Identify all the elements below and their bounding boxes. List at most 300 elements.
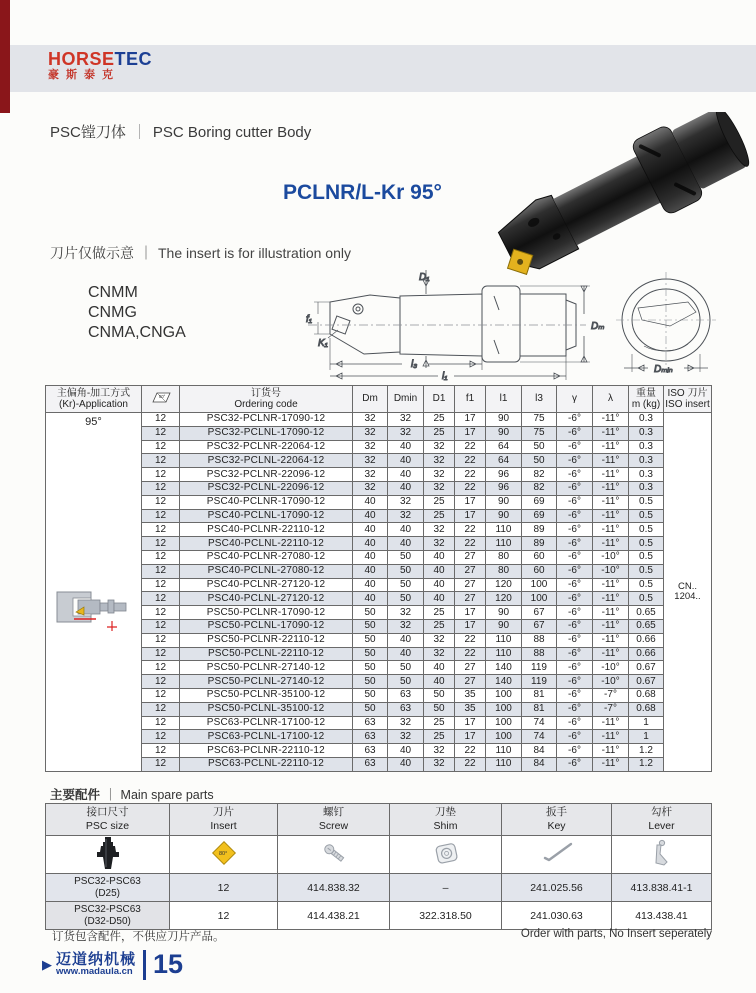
shim-icon [390,836,502,874]
psc-size-cell: PSC32-PSC63 (D25) [46,874,170,902]
value-cell: 110 [486,633,522,647]
col-l1: l1 [486,386,522,413]
value-cell: -6° [557,564,593,578]
value-cell: 64 [486,454,522,468]
value-cell: 0.5 [629,537,664,551]
value-cell: 82 [522,481,557,495]
spare-value-cell: 241.025.56 [502,874,612,902]
insert-disclaimer-en: The insert is for illustration only [158,245,351,261]
table-row [46,426,712,440]
col-insert-icon [142,386,180,413]
spare-parts-title [50,785,214,803]
value-cell: 40 [424,578,455,592]
value-cell: -6° [557,675,593,689]
value-cell: 90 [486,509,522,523]
insert-disclaimer-zh: 刀片仅做示意 [50,245,134,261]
table-row [46,413,712,427]
value-cell: 50 [388,564,424,578]
value-cell: 60 [522,564,557,578]
value-cell: -6° [557,744,593,758]
value-cell: 40 [353,578,388,592]
value-cell: 32 [388,730,424,744]
value-cell: 50 [353,619,388,633]
col-ordering-code: 订货号 Ordering code [180,386,353,413]
value-cell: 22 [455,523,486,537]
key-icon [502,836,612,874]
value-cell: 40 [353,509,388,523]
product-table [45,385,712,772]
value-cell: -11° [593,716,629,730]
lever-icon [612,836,712,874]
col-iso-insert: ISO 刀片 ISO insert [664,386,712,413]
col-application: 主偏角-加工方式 (Kr)-Application [46,386,142,413]
value-cell: -10° [593,675,629,689]
value-cell: 32 [353,413,388,427]
value-cell: 32 [353,454,388,468]
value-cell: 0.5 [629,592,664,606]
ordering-code-cell: PSC63-PCLNR-17100-12 [180,716,353,730]
value-cell: 22 [455,454,486,468]
page-title-zh: PSC镗刀体 [50,124,126,141]
ordering-code-cell: PSC50-PCLNL-17090-12 [180,619,353,633]
value-cell: 32 [388,426,424,440]
spare-value-cell: – [390,874,502,902]
value-cell: 140 [486,675,522,689]
value-cell: 100 [522,592,557,606]
ordering-code-cell: PSC50-PCLNR-22110-12 [180,633,353,647]
svg-text:80°: 80° [158,393,165,399]
svg-text:80°: 80° [218,851,227,857]
value-cell: -6° [557,413,593,427]
value-cell: -6° [557,468,593,482]
value-cell: 40 [353,550,388,564]
ordering-code-cell: PSC32-PCLNR-22096-12 [180,468,353,482]
value-cell: -11° [593,509,629,523]
ordering-code-cell: PSC40-PCLNL-17090-12 [180,509,353,523]
value-cell: 32 [388,413,424,427]
value-cell: 12 [142,675,180,689]
value-cell: 32 [424,744,455,758]
col-f1: f1 [455,386,486,413]
value-cell: 40 [353,564,388,578]
col-shim: 刀垫 Shim [390,804,502,836]
brand-logo [48,50,152,81]
value-cell: 12 [142,661,180,675]
ordering-code-cell: PSC50-PCLNL-35100-12 [180,702,353,716]
value-cell: -11° [593,744,629,758]
value-cell: 17 [455,495,486,509]
value-cell: 25 [424,426,455,440]
value-cell: 0.5 [629,564,664,578]
psc-size-cell: PSC32-PSC63 (D32-D50) [46,902,170,930]
col-screw: 螺钉 Screw [278,804,390,836]
table-row [46,481,712,495]
value-cell: 32 [424,537,455,551]
table-row [46,523,712,537]
value-cell: 0.3 [629,426,664,440]
value-cell: 12 [142,757,180,771]
value-cell: 12 [142,606,180,620]
ordering-code-cell: PSC32-PCLNL-22096-12 [180,481,353,495]
value-cell: 64 [486,440,522,454]
col-dm: Dm [353,386,388,413]
value-cell: 12 [142,495,180,509]
value-cell: 67 [522,606,557,620]
spare-value-cell: 413.838.41-1 [612,874,712,902]
machining-direction-icon [54,583,134,635]
value-cell: 50 [353,647,388,661]
table-row [46,744,712,758]
value-cell: 63 [353,744,388,758]
page-title-en: PSC Boring cutter Body [152,124,312,141]
value-cell: 0.5 [629,509,664,523]
value-cell: 50 [353,661,388,675]
value-cell: 12 [142,523,180,537]
value-cell: 90 [486,495,522,509]
value-cell: 12 [142,716,180,730]
value-cell: 40 [388,757,424,771]
value-cell: 40 [424,592,455,606]
value-cell: -10° [593,550,629,564]
value-cell: 25 [424,413,455,427]
value-cell: 50 [353,633,388,647]
value-cell: 0.67 [629,661,664,675]
table-row [46,633,712,647]
logo-red-part: HORSE [48,49,115,69]
value-cell: -11° [593,481,629,495]
value-cell: 32 [388,606,424,620]
spare-row [46,902,712,930]
value-cell: 0.3 [629,440,664,454]
value-cell: 63 [353,757,388,771]
value-cell: 32 [388,509,424,523]
insert-icon [170,836,278,874]
table-row [46,716,712,730]
value-cell: -11° [593,619,629,633]
table-row [46,702,712,716]
value-cell: 12 [142,564,180,578]
value-cell: 32 [424,647,455,661]
col-weight: 重量 m (kg) [629,386,664,413]
value-cell: 12 [142,578,180,592]
table-row [46,454,712,468]
table-row [46,440,712,454]
spare-value-cell: 241.030.63 [502,902,612,930]
value-cell: -11° [593,757,629,771]
value-cell: 140 [486,661,522,675]
footer-arrow-icon: ▶ [42,956,52,972]
value-cell: 40 [388,537,424,551]
table-row [46,647,712,661]
value-cell: 32 [353,468,388,482]
value-cell: 50 [353,702,388,716]
insert-disclaimer [50,243,351,263]
value-cell: 110 [486,647,522,661]
ordering-code-cell: PSC40-PCLNR-17090-12 [180,495,353,509]
value-cell: 80 [486,550,522,564]
table-row [46,468,712,482]
value-cell: 0.5 [629,523,664,537]
value-cell: -6° [557,619,593,633]
value-cell: 90 [486,606,522,620]
application-angle: 95° [85,416,102,428]
title-separator: ｜ [131,124,147,141]
value-cell: 32 [424,468,455,482]
spare-value-cell: 414.838.32 [278,874,390,902]
value-cell: 120 [486,578,522,592]
value-cell: 17 [455,413,486,427]
value-cell: 40 [424,675,455,689]
value-cell: -11° [593,633,629,647]
value-cell: -6° [557,509,593,523]
table-row [46,592,712,606]
ordering-code-cell: PSC63-PCLNR-22110-12 [180,744,353,758]
value-cell: 22 [455,757,486,771]
value-cell: 50 [353,606,388,620]
spare-title-en: Main spare parts [120,788,214,802]
value-cell: 22 [455,440,486,454]
value-cell: 0.68 [629,688,664,702]
ordering-code-cell: PSC40-PCLNL-27080-12 [180,564,353,578]
footer-url: www.madaula.cn [56,966,133,978]
order-note-zh: 订货包含配件，不供应刀片产品。 [52,931,225,943]
value-cell: 32 [388,495,424,509]
value-cell: 12 [142,619,180,633]
value-cell: 0.5 [629,578,664,592]
value-cell: 60 [522,550,557,564]
ordering-code-cell: PSC40-PCLNR-27120-12 [180,578,353,592]
col-d1: D1 [424,386,455,413]
value-cell: -11° [593,468,629,482]
ordering-code-cell: PSC63-PCLNL-22110-12 [180,757,353,771]
insert-type: CNMA,CNGA [88,324,186,341]
value-cell: -6° [557,592,593,606]
value-cell: 22 [455,647,486,661]
value-cell: 50 [388,675,424,689]
value-cell: 67 [522,619,557,633]
value-cell: 0.68 [629,702,664,716]
value-cell: 0.65 [629,606,664,620]
value-cell: 32 [424,454,455,468]
value-cell: 100 [522,578,557,592]
ordering-code-cell: PSC63-PCLNL-17100-12 [180,730,353,744]
value-cell: 40 [424,550,455,564]
value-cell: -6° [557,481,593,495]
value-cell: 17 [455,426,486,440]
value-cell: 90 [486,413,522,427]
value-cell: -11° [593,440,629,454]
value-cell: 40 [388,481,424,495]
value-cell: 50 [388,592,424,606]
value-cell: 80 [486,564,522,578]
value-cell: 69 [522,509,557,523]
value-cell: -6° [557,606,593,620]
value-cell: 12 [142,744,180,758]
value-cell: 12 [142,702,180,716]
table-row [46,537,712,551]
value-cell: -11° [593,592,629,606]
dimension-diagram [268,268,742,382]
value-cell: -11° [593,730,629,744]
value-cell: -6° [557,440,593,454]
value-cell: 27 [455,578,486,592]
value-cell: 40 [353,537,388,551]
dim-label-dm: Dₘ [591,321,605,332]
value-cell: 12 [142,688,180,702]
value-cell: 17 [455,509,486,523]
table-row [46,509,712,523]
page-number: 15 [153,949,184,979]
value-cell: 50 [388,550,424,564]
ordering-code-cell: PSC32-PCLNR-17090-12 [180,413,353,427]
value-cell: 0.67 [629,675,664,689]
value-cell: 89 [522,523,557,537]
value-cell: 100 [486,688,522,702]
psc-size-icon [46,836,170,874]
value-cell: 12 [142,413,180,427]
value-cell: 40 [388,468,424,482]
value-cell: 27 [455,675,486,689]
value-cell: 100 [486,730,522,744]
ordering-code-cell: PSC50-PCLNL-27140-12 [180,675,353,689]
value-cell: 74 [522,716,557,730]
value-cell: -6° [557,647,593,661]
value-cell: 1 [629,716,664,730]
table-row [46,757,712,771]
value-cell: 0.5 [629,495,664,509]
value-cell: 0.65 [629,619,664,633]
ordering-code-cell: PSC32-PCLNL-17090-12 [180,426,353,440]
col-dmin: Dmin [388,386,424,413]
footer-company [56,952,136,978]
value-cell: 27 [455,592,486,606]
logo-chinese: 豪斯泰克 [48,68,120,81]
value-cell: -6° [557,426,593,440]
value-cell: 12 [142,468,180,482]
value-cell: 100 [486,702,522,716]
value-cell: 25 [424,730,455,744]
value-cell: 110 [486,744,522,758]
table-header-row [46,386,712,413]
col-insert: 刀片 Insert [170,804,278,836]
table-row [46,564,712,578]
value-cell: -6° [557,716,593,730]
value-cell: 27 [455,661,486,675]
value-cell: -11° [593,606,629,620]
value-cell: 40 [388,523,424,537]
value-cell: 12 [142,481,180,495]
value-cell: 12 [142,592,180,606]
left-accent-bar [0,0,10,113]
value-cell: 12 [142,426,180,440]
col-lambda: λ [593,386,629,413]
value-cell: -7° [593,688,629,702]
value-cell: 17 [455,730,486,744]
value-cell: 40 [424,564,455,578]
table-row [46,495,712,509]
value-cell: 50 [424,702,455,716]
value-cell: 50 [424,688,455,702]
order-notes [52,928,712,944]
table-row [46,606,712,620]
ordering-code-cell: PSC50-PCLNR-27140-12 [180,661,353,675]
value-cell: -10° [593,564,629,578]
value-cell: 100 [486,716,522,730]
value-cell: -11° [593,537,629,551]
value-cell: 81 [522,688,557,702]
spare-row [46,874,712,902]
insert-shape-icon [149,389,173,406]
footer-company-name: 迈道纳机械 [56,950,137,968]
value-cell: -11° [593,454,629,468]
spare-title-zh: 主要配件 [50,788,101,802]
value-cell: 40 [388,647,424,661]
value-cell: 32 [388,619,424,633]
value-cell: 22 [455,481,486,495]
spare-header-row [46,804,712,836]
insert-type-list [88,283,186,343]
value-cell: -6° [557,633,593,647]
spare-icon-row [46,836,712,874]
value-cell: 50 [522,454,557,468]
table-row [46,550,712,564]
value-cell: 89 [522,537,557,551]
value-cell: 12 [142,647,180,661]
value-cell: 84 [522,757,557,771]
value-cell: 88 [522,647,557,661]
value-cell: 84 [522,744,557,758]
value-cell: 63 [388,702,424,716]
table-row [46,688,712,702]
value-cell: 40 [353,495,388,509]
value-cell: 75 [522,413,557,427]
value-cell: 50 [353,688,388,702]
value-cell: 120 [486,592,522,606]
value-cell: -6° [557,661,593,675]
value-cell: 40 [388,440,424,454]
ordering-code-cell: PSC40-PCLNL-27120-12 [180,592,353,606]
ordering-code-cell: PSC50-PCLNR-17090-12 [180,606,353,620]
value-cell: 119 [522,675,557,689]
value-cell: 0.3 [629,454,664,468]
value-cell: 119 [522,661,557,675]
insert-type: CNMG [88,304,137,321]
col-gamma: γ [557,386,593,413]
ordering-code-cell: PSC32-PCLNR-22064-12 [180,440,353,454]
spare-value-cell: 322.318.50 [390,902,502,930]
value-cell: 32 [424,757,455,771]
value-cell: 25 [424,716,455,730]
ordering-code-cell: PSC40-PCLNR-27080-12 [180,550,353,564]
col-key: 扳手 Key [502,804,612,836]
col-l3: l3 [522,386,557,413]
value-cell: 40 [388,454,424,468]
value-cell: -6° [557,702,593,716]
dim-label-l3: l₃ [411,359,418,370]
value-cell: 96 [486,468,522,482]
table-row [46,730,712,744]
value-cell: 110 [486,757,522,771]
value-cell: 96 [486,481,522,495]
value-cell: 12 [142,537,180,551]
value-cell: 50 [522,440,557,454]
value-cell: -6° [557,730,593,744]
ordering-code-cell: PSC50-PCLNL-22110-12 [180,647,353,661]
value-cell: 35 [455,702,486,716]
value-cell: 75 [522,426,557,440]
ordering-code-cell: PSC40-PCLNR-22110-12 [180,523,353,537]
head-outline [330,295,400,354]
